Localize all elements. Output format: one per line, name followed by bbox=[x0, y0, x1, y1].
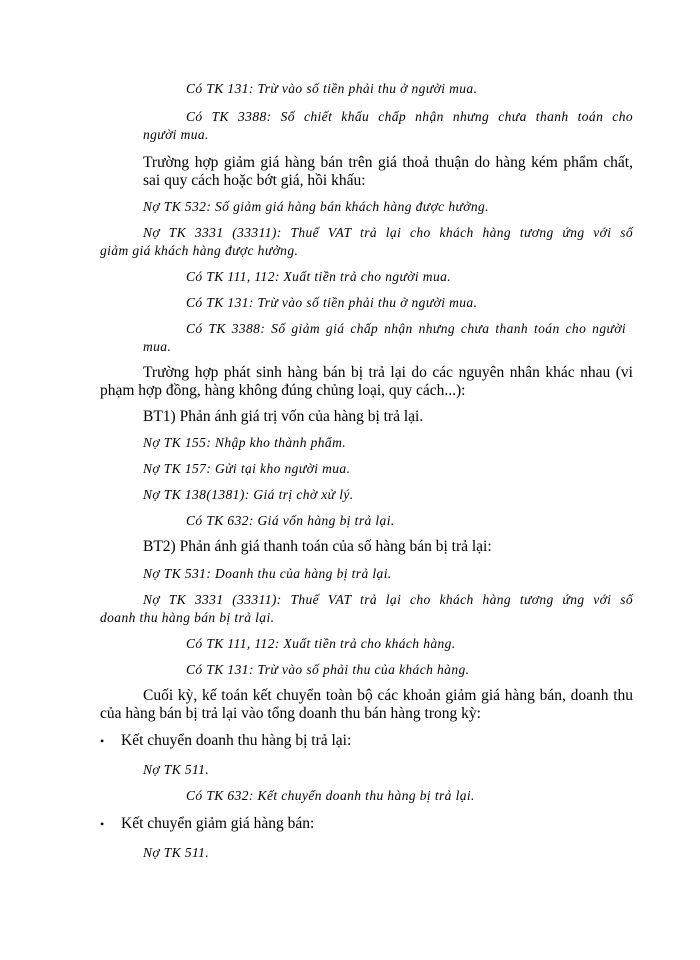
entry-no-3331-b-cont: doanh thu hàng bán bị trả lại. bbox=[100, 610, 275, 625]
entry-co-3388-b: Có TK 3388: Số giảm giá chấp nhận nhưng chưa thanh toán cho người bbox=[186, 321, 626, 336]
entry-co-131-c: Có TK 131: Trừ vào số phải thu của khách hàng. bbox=[186, 662, 470, 677]
entry-no-532: Nợ TK 532: Số giảm giá hàng bán khách hàng được hưởng. bbox=[143, 199, 489, 214]
paragraph-tra-lai: Trường hợp phát sinh hàng bán bị trả lại do các nguyên nhân khác nhau (vi bbox=[143, 364, 633, 381]
entry-co-111-112-b: Có TK 111, 112: Xuất tiền trả cho khách hàng. bbox=[186, 636, 456, 651]
bullet-icon: • bbox=[100, 817, 105, 831]
entry-co-3388-cont: người mua. bbox=[143, 127, 209, 142]
entry-no-155: Nợ TK 155: Nhập kho thành phẩm. bbox=[143, 435, 346, 450]
heading-bt2: BT2) Phản ánh giá thanh toán của số hàng bán bị trả lại: bbox=[143, 538, 492, 555]
entry-no-511-b: Nợ TK 511. bbox=[143, 845, 210, 860]
bullet-item-ket-chuyen-giam-gia: Kết chuyển giảm giá hàng bán: bbox=[121, 815, 315, 832]
entry-no-531: Nợ TK 531: Doanh thu của hàng bị trả lại. bbox=[143, 566, 392, 581]
entry-co-632-b: Có TK 632: Kết chuyển doanh thu hàng bị trả lại. bbox=[186, 788, 475, 803]
entry-co-3388: Có TK 3388: Số chiết khấu chấp nhận nhưng chưa thanh toán cho bbox=[186, 109, 633, 124]
paragraph-giam-gia: Trường hợp giảm giá hàng bán trên giá thoả thuận do hàng kém phẩm chất, bbox=[143, 154, 633, 171]
entry-no-3331: Nợ TK 3331 (33311): Thuế VAT trả lại cho khách hàng tương ứng với số bbox=[143, 225, 633, 240]
entry-no-511: Nợ TK 511. bbox=[143, 762, 210, 777]
paragraph-tra-lai-cont: phạm hợp đồng, hàng không đúng chủng loại, quy cách...): bbox=[100, 382, 466, 399]
paragraph-cuoi-ky: Cuối kỳ, kế toán kết chuyển toàn bộ các khoản giảm giá hàng bán, doanh thu bbox=[143, 687, 633, 704]
bullet-icon: • bbox=[100, 734, 105, 748]
bullet-item-ket-chuyen-doanh-thu: Kết chuyển doanh thu hàng bị trả lại: bbox=[121, 732, 352, 749]
entry-no-157: Nợ TK 157: Gửi tại kho người mua. bbox=[143, 461, 351, 476]
entry-co-111-112: Có TK 111, 112: Xuất tiền trả cho người mua. bbox=[186, 269, 452, 284]
entry-no-3331-b: Nợ TK 3331 (33311): Thuế VAT trả lại cho khách hàng tương ứng với số bbox=[143, 592, 633, 607]
entry-no-3331-cont: giảm giá khách hàng được hưởng. bbox=[100, 243, 299, 258]
heading-bt1: BT1) Phản ánh giá trị vốn của hàng bị trả lại. bbox=[143, 408, 424, 425]
entry-co-131: Có TK 131: Trừ vào số tiền phải thu ở người mua. bbox=[186, 81, 478, 96]
entry-co-3388-b-cont: mua. bbox=[143, 339, 172, 354]
paragraph-giam-gia-cont: sai quy cách hoặc bớt giá, hồi khấu: bbox=[143, 172, 366, 189]
paragraph-cuoi-ky-cont: của hàng bán bị trả lại vào tổng doanh thu bán hàng trong kỳ: bbox=[100, 705, 481, 722]
entry-no-138: Nợ TK 138(1381): Giá trị chờ xử lý. bbox=[143, 487, 354, 502]
entry-co-131-b: Có TK 131: Trừ vào số tiền phải thu ở người mua. bbox=[186, 295, 478, 310]
entry-co-632: Có TK 632: Giá vốn hàng bị trả lại. bbox=[186, 513, 395, 528]
